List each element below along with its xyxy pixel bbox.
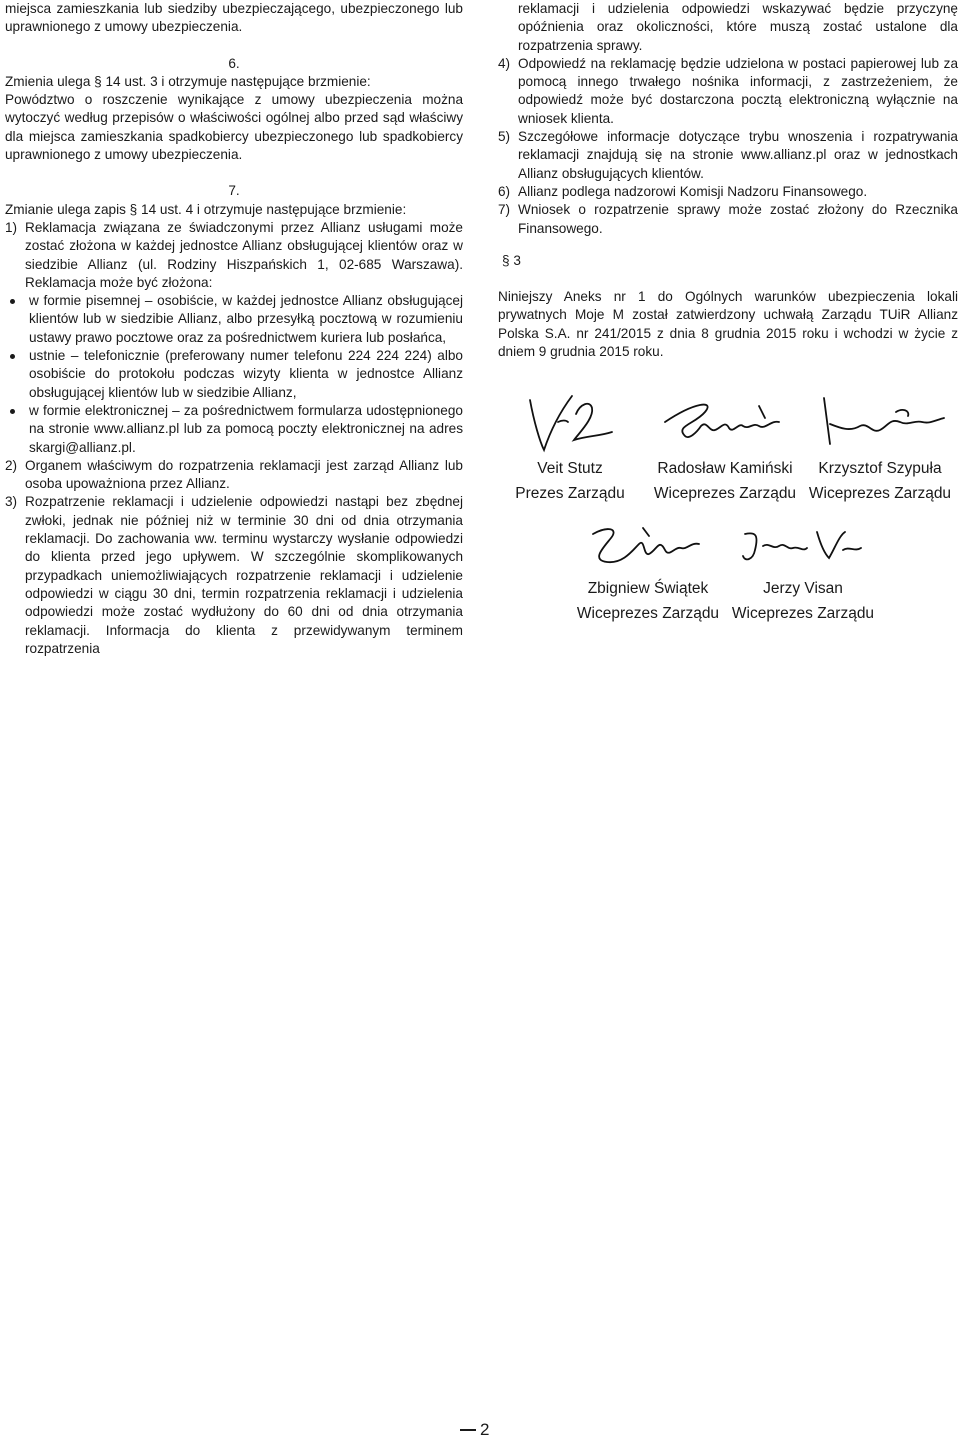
signatory-role: Wiceprezes Zarządu <box>808 485 952 502</box>
signature-block-1 <box>485 392 655 506</box>
signatory-name: Zbigniew Świątek <box>587 580 709 597</box>
bullet-item: w formie pisemnej – osobiście, w każdej jednostce Allianz obsługującej klientów lub w siedzibie Allianz, albo przesyłką pocztową w rozumieniu ustawy prawo pocztowe oraz za pośrednictwem kuriera lub posłańca, <box>29 292 463 347</box>
list-item-number: 6) <box>498 183 511 199</box>
bullet-item: ustnie – telefonicznie (preferowany numer telefonu 224 224 224) albo osobiście do protokołu podczas wizyty klienta w jednostce Allianz obsługującej klientów lub w siedzibie Allianz, <box>29 347 463 402</box>
list-item-text: Odpowiedź na reklamację będzie udzielona w postaci papierowej lub za pomocą innego trwałego nośnika informacji, z zastrzeżeniem, że odpowiedź może być dostarczona pocztą elektroniczną wyłącznie na wniosek klienta. <box>518 55 958 126</box>
list-item-2 <box>5 457 463 494</box>
signature-block-2 <box>640 392 810 506</box>
list-item-6 <box>498 183 958 201</box>
signatory-role: Wiceprezes Zarządu <box>731 605 875 622</box>
continued-paragraph: reklamacji i udzielenia odpowiedzi wskazywać będzie przyczynę opóźnienia oraz okoliczności, które muszą zostać ustalone dla rozpatrzenia sprawy. <box>518 1 958 53</box>
footer-dash <box>460 1429 476 1431</box>
signature-image <box>510 392 630 456</box>
final-paragraph: Niniejszy Aneks nr 1 do Ogólnych warunków ubezpieczenia lokali prywatnych Moje M został zatwierdzony uchwałą Zarządu TUiR Allianz Polska S.A. nr 241/2015 z dnia 8 grudnia 2015 roku i wchodzi w życie z dniem 9 grudnia 2015 roku. <box>498 289 958 360</box>
list-item-text: Wniosek o rozpatrzenie sprawy może zostać złożony do Rzecznika Finansowego. <box>518 202 958 236</box>
list-item-text: Reklamacja związana ze świadczonymi przez Allianz usługami może zostać złożona w każdej jednostce Allianz obsługującej klientów oraz w siedzibie Allianz (ul. Rodziny Hiszpańskich 1, 02-685 Warszawa). Reklamacja może być złożona: <box>25 219 463 290</box>
list-item-7 <box>498 201 958 238</box>
list-item-1 <box>5 219 463 292</box>
section-6-number: 6. <box>228 55 240 71</box>
list-item-number: 4) <box>498 55 511 71</box>
signatory-role: Wiceprezes Zarządu <box>576 605 720 622</box>
list-item-number: 5) <box>498 129 511 145</box>
right-column <box>498 0 958 361</box>
signatory-name: Radosław Kamiński <box>657 460 793 477</box>
signature-block-5 <box>718 520 888 626</box>
page-number: 2 <box>480 1420 490 1439</box>
list-item-text: Organem właściwym do rozpatrzenia reklamacji jest zarząd Allianz lub osoba upoważniona przez Allianz. <box>25 457 463 492</box>
intro-paragraph: miejsca zamieszkania lub siedziby ubezpieczającego, ubezpieczonego lub uprawnionego z umowy ubezpieczenia. <box>5 1 463 35</box>
list-item-number: 2) <box>5 457 18 473</box>
signatory-role: Prezes Zarządu <box>515 485 625 502</box>
list-item-4 <box>498 55 958 128</box>
signature-image <box>733 520 873 576</box>
signature-block-3 <box>795 392 960 506</box>
page-footer <box>460 1420 520 1440</box>
list-item-number: 3) <box>5 494 18 510</box>
section-paragraph-3: § 3 <box>502 252 521 268</box>
signatory-name: Krzysztof Szypuła <box>818 460 942 477</box>
signature-block-4 <box>563 520 733 626</box>
section-7-number: 7. <box>228 183 240 199</box>
section-7-lead: Zmianie ulega zapis § 14 ust. 4 i otrzymuje następujące brzmienie: <box>5 201 407 217</box>
bullet-item: w formie elektronicznej – za pośrednictwem formularza udostępnionego na stronie www.allianz.pl lub za pomocą poczty elektronicznej na adres skargi@allianz.pl. <box>29 402 463 457</box>
signature-image <box>810 392 950 456</box>
signatory-name: Veit Stutz <box>537 460 603 477</box>
list-item-text: Szczegółowe informacje dotyczące trybu wnoszenia i rozpatrywania reklamacji znajdują się na stronie www.allianz.pl oraz w jednostkach Allianz obsługujących klientów. <box>518 129 958 181</box>
bullet-list <box>5 292 463 457</box>
list-item-5 <box>498 128 958 183</box>
list-item-text: Rozpatrzenie reklamacji i udzielenie odpowiedzi nastąpi bez zbędnej zwłoki, jednak nie później niż w terminie 30 dni od dnia otrzymania reklamacji. Do zachowania ww. terminu wystarczy wysłanie odpowiedzi do klienta przed jego upływem. W szczególnie skomplikowanych przypadkach uniemożliwiających rozpatrzenie reklamacji i udzielenie odpowiedzi w ciągu 30 dni, termin rozpatrzenia reklamacji i udzielenia odpowiedzi może zostać wydłużony do 60 dni od dnia otrzymania reklamacji. Informacja do klienta z przewidywanym terminem rozpatrzenia <box>25 494 463 656</box>
list-item-3 <box>5 493 463 658</box>
list-item-text: Allianz podlega nadzorowi Komisji Nadzoru Finansowego. <box>518 183 868 199</box>
signature-image <box>655 392 795 456</box>
list-item-number: 7) <box>498 202 511 218</box>
signatory-name: Jerzy Visan <box>763 580 843 597</box>
section-6-body: Powództwo o roszczenie wynikające z umowy ubezpieczenia można wytoczyć według przepisów o właściwości ogólnej albo przed sąd właściwy dla miejsca zamieszkania spadkobiercy ubezpieczonego lub spadkobiercy uprawnionego z umowy ubezpieczenia. <box>5 92 463 163</box>
signature-image <box>583 520 713 576</box>
list-item-number: 1) <box>5 219 18 235</box>
left-column <box>5 0 463 658</box>
section-6-lead: Zmienia ulega § 14 ust. 3 i otrzymuje następujące brzmienie: <box>5 73 371 89</box>
signatory-role: Wiceprezes Zarządu <box>653 485 797 502</box>
